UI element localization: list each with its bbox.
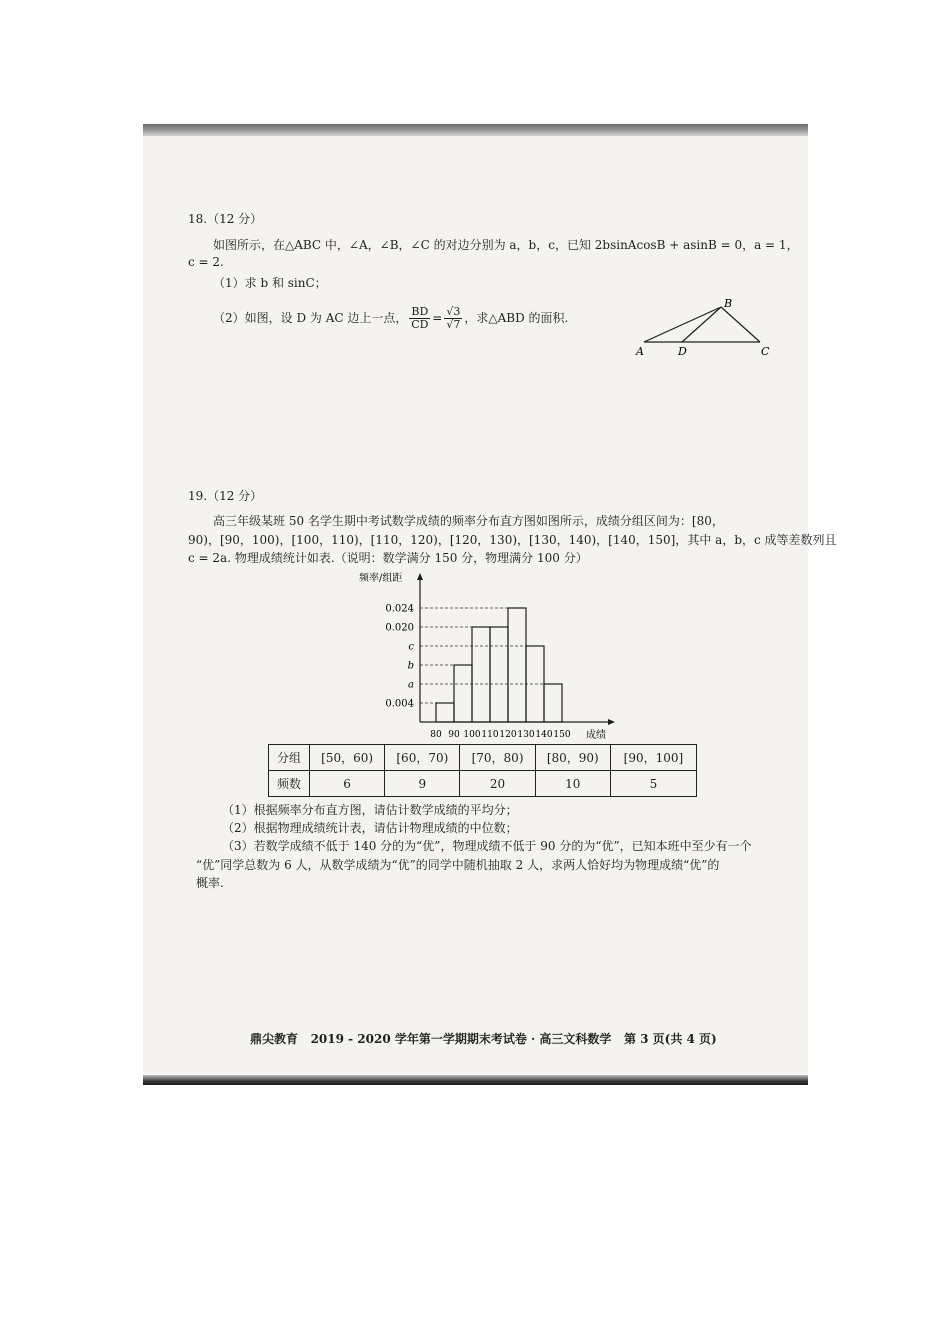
- histogram-bar: [472, 627, 490, 722]
- count-cell: 20: [460, 771, 535, 797]
- q18-part2-tail: ，求△ABD 的面积.: [464, 311, 569, 325]
- row-label-groups: 分组: [269, 745, 310, 771]
- histogram-bar: [508, 608, 526, 722]
- x-tick-label: 130: [517, 730, 535, 740]
- x-tick-label: 80: [430, 730, 442, 740]
- side-ab: [644, 307, 721, 342]
- y-tick-label: 0.024: [385, 603, 414, 615]
- histogram-bar: [454, 665, 472, 722]
- footer-page: 第 3 页(共 4 页): [623, 1032, 717, 1046]
- q19-sub3-line3: 概率.: [196, 876, 224, 890]
- x-tick-label: 150: [553, 730, 571, 740]
- segment-bd: [682, 307, 721, 342]
- q19-text-line3: c = 2a. 物理成绩统计如表.（说明：数学满分 150 分，物理满分 100 分）: [188, 551, 588, 565]
- table-row-groups: [269, 745, 697, 771]
- group-cell: [70，80): [460, 745, 535, 771]
- bd-cd-fraction: [409, 306, 430, 331]
- group-cell: [50，60): [310, 745, 385, 771]
- frequency-histogram: [345, 565, 625, 745]
- y-tick-label: b: [407, 660, 414, 672]
- x-tick-label: 140: [535, 730, 553, 740]
- y-tick-label: c: [408, 641, 414, 653]
- group-cell: [60，70): [385, 745, 460, 771]
- y-tick-label: a: [408, 679, 414, 691]
- y-tick-label: 0.004: [385, 698, 414, 710]
- scan-shadow-top: [143, 124, 808, 136]
- y-axis-arrow: [417, 573, 423, 580]
- label-b: B: [724, 297, 733, 310]
- root-denominator: √7: [446, 318, 461, 331]
- q18-heading: 18.（12 分）: [188, 212, 263, 226]
- q19-sub3-line1: （3）若数学成绩不低于 140 分的为“优”，物理成绩不低于 90 分的为“优”，已知本班中至少有一个: [222, 839, 752, 853]
- q19-text-line2: 90)，[90，100)，[100，110)，[110，120)，[120，130)，[130，140)，[140，150]，其中 a，b，c 成等差数列且: [188, 533, 837, 547]
- q19-sub3-line2: “优”同学总数为 6 人，从数学成绩为“优”的同学中随机抽取 2 人，求两人恰好均为物理成绩“优”的: [196, 858, 720, 872]
- q19-text-line1: 高三年级某班 50 名学生期中考试数学成绩的频率分布直方图如图所示，成绩分组区间为：[80，: [213, 514, 724, 528]
- fraction-denominator: CD: [411, 318, 429, 331]
- q18-text-line2: c = 2.: [188, 255, 224, 269]
- x-tick-label: 90: [448, 730, 460, 740]
- count-cell: 10: [535, 771, 610, 797]
- histogram-bar: [436, 703, 454, 722]
- footer-title: 2019 - 2020 学年第一学期期末考试卷 · 高三文科数学: [310, 1032, 612, 1046]
- fraction-numerator: BD: [411, 305, 429, 318]
- y-tick-label: 0.020: [385, 622, 414, 634]
- q18-part2-lead: （2）如图，设 D 为 AC 边上一点，: [213, 311, 408, 325]
- footer-brand: 鼎尖教育: [250, 1032, 299, 1046]
- group-cell: [90，100]: [610, 745, 696, 771]
- x-tick-label: 110: [481, 730, 499, 740]
- q19-heading: 19.（12 分）: [188, 489, 263, 503]
- q19-sub2: （2）根据物理成绩统计表，请估计物理成绩的中位数；: [222, 821, 518, 835]
- x-axis-arrow: [608, 719, 615, 725]
- histogram-bar: [490, 627, 508, 722]
- label-a: A: [636, 345, 644, 358]
- footer: [250, 1031, 717, 1047]
- root-numerator: √3: [446, 305, 461, 318]
- physics-score-table: [268, 744, 697, 797]
- histogram-bar: [544, 684, 562, 722]
- q18-part1: （1）求 b 和 sinC；: [213, 276, 327, 290]
- x-axis-label: 成绩: [586, 730, 606, 741]
- q18-part2: [213, 300, 568, 336]
- triangle-figure: [630, 295, 770, 365]
- table-row-counts: [269, 771, 697, 797]
- q19-sub1: （1）根据频率分布直方图，请估计数学成绩的平均分；: [222, 803, 518, 817]
- count-cell: 5: [610, 771, 696, 797]
- group-cell: [80，90): [535, 745, 610, 771]
- equals-sign: =: [432, 311, 443, 325]
- count-cell: 9: [385, 771, 460, 797]
- count-cell: 6: [310, 771, 385, 797]
- scan-shadow-bottom: [143, 1075, 808, 1085]
- label-c: C: [761, 345, 770, 358]
- x-tick-label: 100: [463, 730, 481, 740]
- y-axis-label: 频率/组距: [359, 573, 403, 584]
- side-bc: [721, 307, 760, 342]
- q18-text-line1: 如图所示，在△ABC 中，∠A，∠B，∠C 的对边分别为 a，b，c，已知 2bsinAcosB + asinB = 0，a = 1，: [213, 238, 799, 252]
- root-fraction: [444, 306, 462, 331]
- x-tick-label: 120: [499, 730, 517, 740]
- row-label-counts: 频数: [269, 771, 310, 797]
- label-d: D: [678, 345, 687, 358]
